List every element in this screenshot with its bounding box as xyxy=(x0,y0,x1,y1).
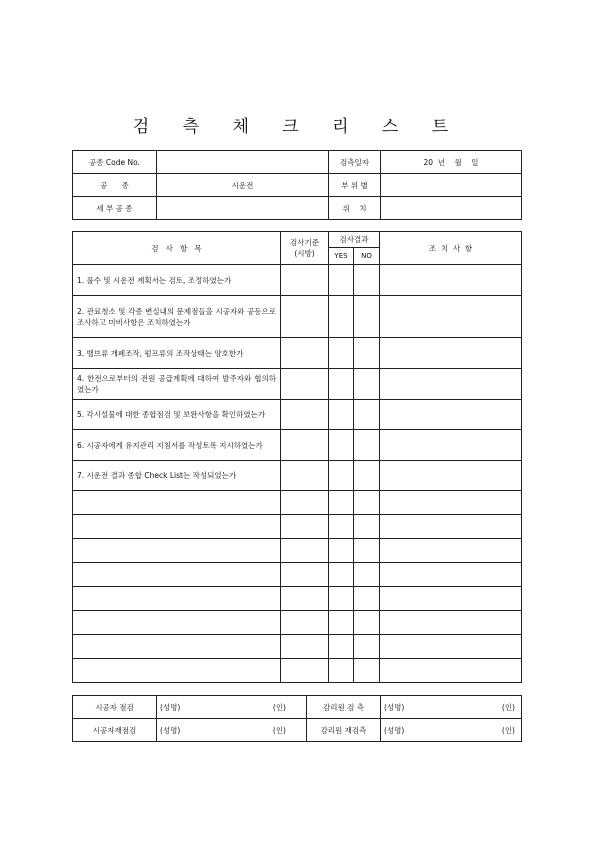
no-cell[interactable] xyxy=(354,587,380,611)
action-cell[interactable] xyxy=(380,400,522,430)
no-cell[interactable] xyxy=(354,296,380,338)
table-row-blank xyxy=(73,563,522,587)
part-label: 부 위 별 xyxy=(329,174,381,197)
table-row-blank xyxy=(73,635,522,659)
signature-table xyxy=(72,695,522,742)
action-cell[interactable] xyxy=(380,296,522,338)
supervisor-inspect-label: 감리원 검 측 xyxy=(307,696,381,719)
header-criteria: 검사기준 (시방) xyxy=(281,232,329,265)
no-cell[interactable] xyxy=(354,515,380,539)
table-row xyxy=(73,338,522,369)
table-row-blank xyxy=(73,515,522,539)
no-cell[interactable] xyxy=(354,265,380,296)
criteria-cell[interactable] xyxy=(281,338,329,369)
yes-cell[interactable] xyxy=(329,563,354,587)
yes-cell[interactable] xyxy=(329,265,354,296)
table-row xyxy=(73,265,522,296)
action-cell[interactable] xyxy=(380,461,522,491)
item-cell[interactable] xyxy=(73,563,281,587)
no-cell[interactable] xyxy=(354,400,380,430)
location-label: 위 치 xyxy=(329,197,381,220)
work-field[interactable]: 시운전 xyxy=(157,174,329,197)
no-cell[interactable] xyxy=(354,539,380,563)
table-row xyxy=(73,369,522,400)
header-no: NO xyxy=(354,248,380,265)
check-item-7: 7. 시운전 결과 종합 Check List는 작성되었는가 xyxy=(73,461,281,491)
criteria-cell[interactable] xyxy=(281,461,329,491)
yes-cell[interactable] xyxy=(329,461,354,491)
item-cell[interactable] xyxy=(73,587,281,611)
checklist-table xyxy=(72,231,522,683)
no-cell[interactable] xyxy=(354,563,380,587)
yes-cell[interactable] xyxy=(329,539,354,563)
no-cell[interactable] xyxy=(354,635,380,659)
header-yes: YES xyxy=(329,248,354,265)
action-cell[interactable] xyxy=(380,491,522,515)
contractor-check-seal[interactable]: (인) xyxy=(225,696,307,719)
check-item-1: 1. 풀수 및 시운전 계획서는 검토, 조정하였는가 xyxy=(73,265,281,296)
check-item-3: 3. 밸브류 개폐조작, 펌프류의 조작상태는 양호한가 xyxy=(73,338,281,369)
criteria-cell[interactable] xyxy=(281,587,329,611)
yes-cell[interactable] xyxy=(329,635,354,659)
no-cell[interactable] xyxy=(354,430,380,461)
criteria-cell[interactable] xyxy=(281,515,329,539)
no-cell[interactable] xyxy=(354,659,380,683)
yes-cell[interactable] xyxy=(329,587,354,611)
action-cell[interactable] xyxy=(380,338,522,369)
location-field[interactable] xyxy=(381,197,522,220)
part-field[interactable] xyxy=(381,174,522,197)
no-cell[interactable] xyxy=(354,461,380,491)
table-row xyxy=(73,430,522,461)
detail-label: 세 부 공 종 xyxy=(73,197,157,220)
table-row-blank xyxy=(73,659,522,683)
action-cell[interactable] xyxy=(380,611,522,635)
date-label: 검측일자 xyxy=(329,151,381,174)
action-cell[interactable] xyxy=(380,515,522,539)
code-field[interactable] xyxy=(157,151,329,174)
yes-cell[interactable] xyxy=(329,659,354,683)
table-row-blank xyxy=(73,611,522,635)
criteria-cell[interactable] xyxy=(281,369,329,400)
yes-cell[interactable] xyxy=(329,491,354,515)
table-row-blank xyxy=(73,491,522,515)
criteria-cell[interactable] xyxy=(281,563,329,587)
check-item-4: 4. 한전으로부터의 전원 공급계획에 대하여 발주자와 협의하였는가 xyxy=(73,369,281,400)
contractor-recheck-seal[interactable]: (인) xyxy=(225,719,307,742)
criteria-cell[interactable] xyxy=(281,659,329,683)
yes-cell[interactable] xyxy=(329,369,354,400)
item-cell[interactable] xyxy=(73,515,281,539)
yes-cell[interactable] xyxy=(329,296,354,338)
contractor-recheck-label: 시공자재점검 xyxy=(73,719,157,742)
action-cell[interactable] xyxy=(380,369,522,400)
criteria-cell[interactable] xyxy=(281,491,329,515)
supervisor-inspect-seal[interactable]: (인) xyxy=(449,696,522,719)
item-cell[interactable] xyxy=(73,491,281,515)
action-cell[interactable] xyxy=(380,659,522,683)
info-table xyxy=(72,150,522,220)
yes-cell[interactable] xyxy=(329,400,354,430)
no-cell[interactable] xyxy=(354,369,380,400)
table-row-blank xyxy=(73,587,522,611)
header-action: 조 치 사 항 xyxy=(380,232,522,265)
item-cell[interactable] xyxy=(73,659,281,683)
contractor-recheck-name[interactable]: (성명) xyxy=(157,719,225,742)
contractor-check-name[interactable]: (성명) xyxy=(157,696,225,719)
item-cell[interactable] xyxy=(73,611,281,635)
yes-cell[interactable] xyxy=(329,611,354,635)
table-row xyxy=(73,296,522,338)
check-item-2: 2. 관료청소 및 각종 변실내의 문제점들을 시공자와 공동으로 조사하고 미비사항은 조치하였는가 xyxy=(73,296,281,338)
criteria-cell[interactable] xyxy=(281,635,329,659)
supervisor-reinspect-seal[interactable]: (인) xyxy=(449,719,522,742)
item-cell[interactable] xyxy=(73,635,281,659)
action-cell[interactable] xyxy=(380,587,522,611)
criteria-cell[interactable] xyxy=(281,430,329,461)
table-row xyxy=(73,461,522,491)
page-title: 검 측 체 크 리 스 트 xyxy=(132,117,463,137)
check-item-5: 5. 각시설물에 대한 종합점검 및 보완사항을 확인하였는가 xyxy=(73,400,281,430)
header-result: 검사결과 xyxy=(329,232,380,248)
contractor-check-label: 시공자 점검 xyxy=(73,696,157,719)
header-item: 검 사 항 목 xyxy=(73,232,281,265)
action-cell[interactable] xyxy=(380,563,522,587)
criteria-cell[interactable] xyxy=(281,265,329,296)
supervisor-inspect-name[interactable]: (성명) xyxy=(381,696,449,719)
check-item-6: 6. 시공자에게 유지관리 지침서를 작성토록 지시하였는가 xyxy=(73,430,281,461)
date-field[interactable]: 20 년 월 일 xyxy=(381,151,522,174)
yes-cell[interactable] xyxy=(329,338,354,369)
no-cell[interactable] xyxy=(354,611,380,635)
criteria-cell[interactable] xyxy=(281,539,329,563)
action-cell[interactable] xyxy=(380,635,522,659)
action-cell[interactable] xyxy=(380,265,522,296)
supervisor-reinspect-label: 감리원 재검측 xyxy=(307,719,381,742)
criteria-cell[interactable] xyxy=(281,296,329,338)
no-cell[interactable] xyxy=(354,338,380,369)
criteria-cell[interactable] xyxy=(281,400,329,430)
yes-cell[interactable] xyxy=(329,430,354,461)
yes-cell[interactable] xyxy=(329,515,354,539)
work-label: 공 종 xyxy=(73,174,157,197)
no-cell[interactable] xyxy=(354,491,380,515)
code-label: 공종 Code No. xyxy=(73,151,157,174)
action-cell[interactable] xyxy=(380,539,522,563)
item-cell[interactable] xyxy=(73,539,281,563)
supervisor-reinspect-name[interactable]: (성명) xyxy=(381,719,449,742)
table-row xyxy=(73,400,522,430)
detail-field[interactable] xyxy=(157,197,329,220)
action-cell[interactable] xyxy=(380,430,522,461)
criteria-cell[interactable] xyxy=(281,611,329,635)
table-row-blank xyxy=(73,539,522,563)
